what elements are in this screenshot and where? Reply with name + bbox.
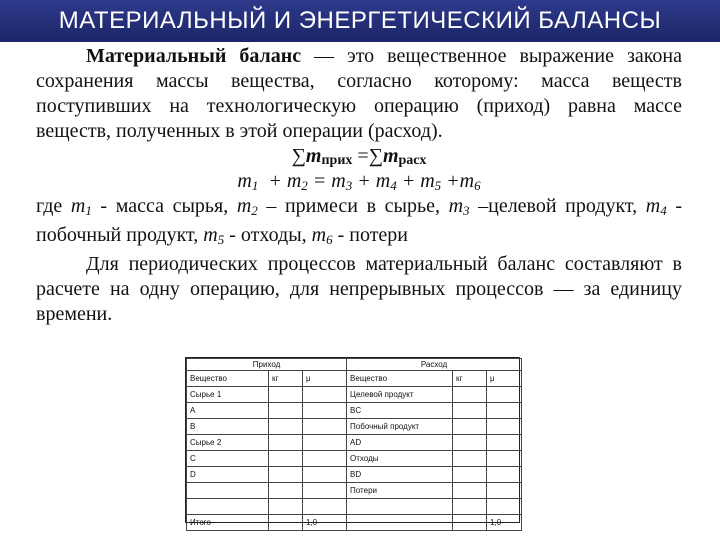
- total-expense-mu: 1,0: [487, 515, 522, 531]
- expense-substance: Побочный продукт: [347, 419, 453, 435]
- column-header-mu: μ: [487, 371, 522, 387]
- table-row: [187, 419, 522, 435]
- legend-text: –целевой продукт,: [469, 195, 646, 217]
- table-row: [187, 403, 522, 419]
- column-header-kg: кг: [453, 371, 487, 387]
- mass-balance-equation: [36, 169, 682, 194]
- formula-operator: +: [258, 170, 287, 192]
- formula-operator: +: [352, 170, 376, 192]
- sigma-symbol: ∑: [368, 145, 383, 167]
- table-total-row: [187, 515, 522, 531]
- formula-variable: m: [286, 170, 302, 192]
- legend-variable: m: [70, 195, 86, 217]
- income-substance: C: [187, 451, 269, 467]
- income-substance: D: [187, 467, 269, 483]
- formula-subscript: 3: [345, 178, 353, 193]
- formula-operator: +: [396, 170, 421, 192]
- formula-operator: +: [441, 170, 460, 192]
- table-column-header: [187, 371, 522, 387]
- formula-subscript: 1: [251, 178, 259, 193]
- expense-substance: AD: [347, 435, 453, 451]
- legend-variable: m: [236, 195, 252, 217]
- process-types-paragraph: Для периодических процессов материальный баланс составляют в расчете на одну операцию, для непрерывных процессов — за единицу времени.: [36, 253, 682, 325]
- balance-sum-formula: [36, 144, 682, 169]
- table-row: [187, 387, 522, 403]
- legend-variable: m: [645, 195, 661, 217]
- legend-variable: m: [311, 224, 327, 246]
- legend-subscript: 2: [251, 203, 258, 218]
- material-balance-definition: [36, 44, 682, 144]
- income-substance: [187, 483, 269, 499]
- formula-variable: m: [420, 170, 435, 192]
- legend-subscript: 5: [217, 232, 225, 247]
- formula-subscript: 6: [474, 178, 481, 193]
- legend-variable: m: [203, 224, 218, 246]
- expense-substance: Отходы: [347, 451, 453, 467]
- table-row: [187, 467, 522, 483]
- total-label: Итого: [187, 515, 269, 531]
- legend-variable: m: [448, 195, 464, 217]
- variables-legend: [36, 194, 682, 252]
- formula-variable: m: [331, 170, 346, 192]
- formula-subscript: прих: [321, 153, 353, 168]
- formula-variable: m: [237, 170, 252, 192]
- expense-group-header: Расход: [347, 359, 522, 371]
- column-header-substance: Вещество: [347, 371, 453, 387]
- legend-subscript: 4: [660, 203, 667, 218]
- document-body: [36, 44, 682, 327]
- definition-term: Материальный баланс: [86, 45, 302, 67]
- column-header-substance: Вещество: [187, 371, 269, 387]
- material-balance-table: [185, 357, 520, 527]
- formula-operator: =: [307, 170, 332, 192]
- column-header-mu: μ: [303, 371, 347, 387]
- formula-variable: m: [375, 170, 391, 192]
- formula-variable: m: [382, 145, 399, 167]
- formula-variable: m: [459, 170, 475, 192]
- column-header-kg: кг: [269, 371, 303, 387]
- expense-substance: Целевой продукт: [347, 387, 453, 403]
- expense-substance: BC: [347, 403, 453, 419]
- formula-subscript: 4: [390, 178, 397, 193]
- income-group-header: Приход: [187, 359, 347, 371]
- table-row: [187, 499, 522, 515]
- formula-variable: m: [305, 145, 322, 167]
- formula-equals: =: [352, 145, 369, 167]
- legend-text: - побочный продукт,: [36, 195, 682, 246]
- expense-substance: Потери: [347, 483, 453, 499]
- table-row: [187, 451, 522, 467]
- slide-title-text: МАТЕРИАЛЬНЫЙ И ЭНЕРГЕТИЧЕСКИЙ БАЛАНСЫ: [58, 7, 662, 34]
- legend-subscript: 6: [326, 232, 333, 247]
- formula-subscript: расх: [398, 153, 427, 168]
- definition-text: — это вещественное выражение закона сохранения массы вещества, согласно которому: масса веществ поступивших на технологическую операцию (приход) равна массе веществ, полученных в этой операции (расход).: [36, 45, 683, 142]
- table-row: [187, 435, 522, 451]
- legend-subscript: 3: [463, 203, 470, 218]
- formula-subscript: 5: [434, 178, 442, 193]
- income-substance: Сырье 2: [187, 435, 269, 451]
- legend-subscript: 1: [85, 203, 92, 218]
- table-group-header: [187, 359, 522, 371]
- table-row: [187, 483, 522, 499]
- expense-substance: BD: [347, 467, 453, 483]
- income-substance: A: [187, 403, 269, 419]
- legend-text: где: [36, 195, 71, 217]
- income-substance: Сырье 1: [187, 387, 269, 403]
- formula-subscript: 2: [301, 178, 308, 193]
- legend-text: - потери: [332, 224, 409, 246]
- legend-text: - отходы,: [224, 224, 312, 246]
- total-income-mu: 1,0: [303, 515, 347, 531]
- sigma-symbol: ∑: [291, 145, 306, 167]
- legend-text: - масса сырья,: [91, 195, 237, 217]
- slide-title: [0, 0, 720, 42]
- legend-text: – примеси в сырье,: [257, 195, 449, 217]
- income-substance: B: [187, 419, 269, 435]
